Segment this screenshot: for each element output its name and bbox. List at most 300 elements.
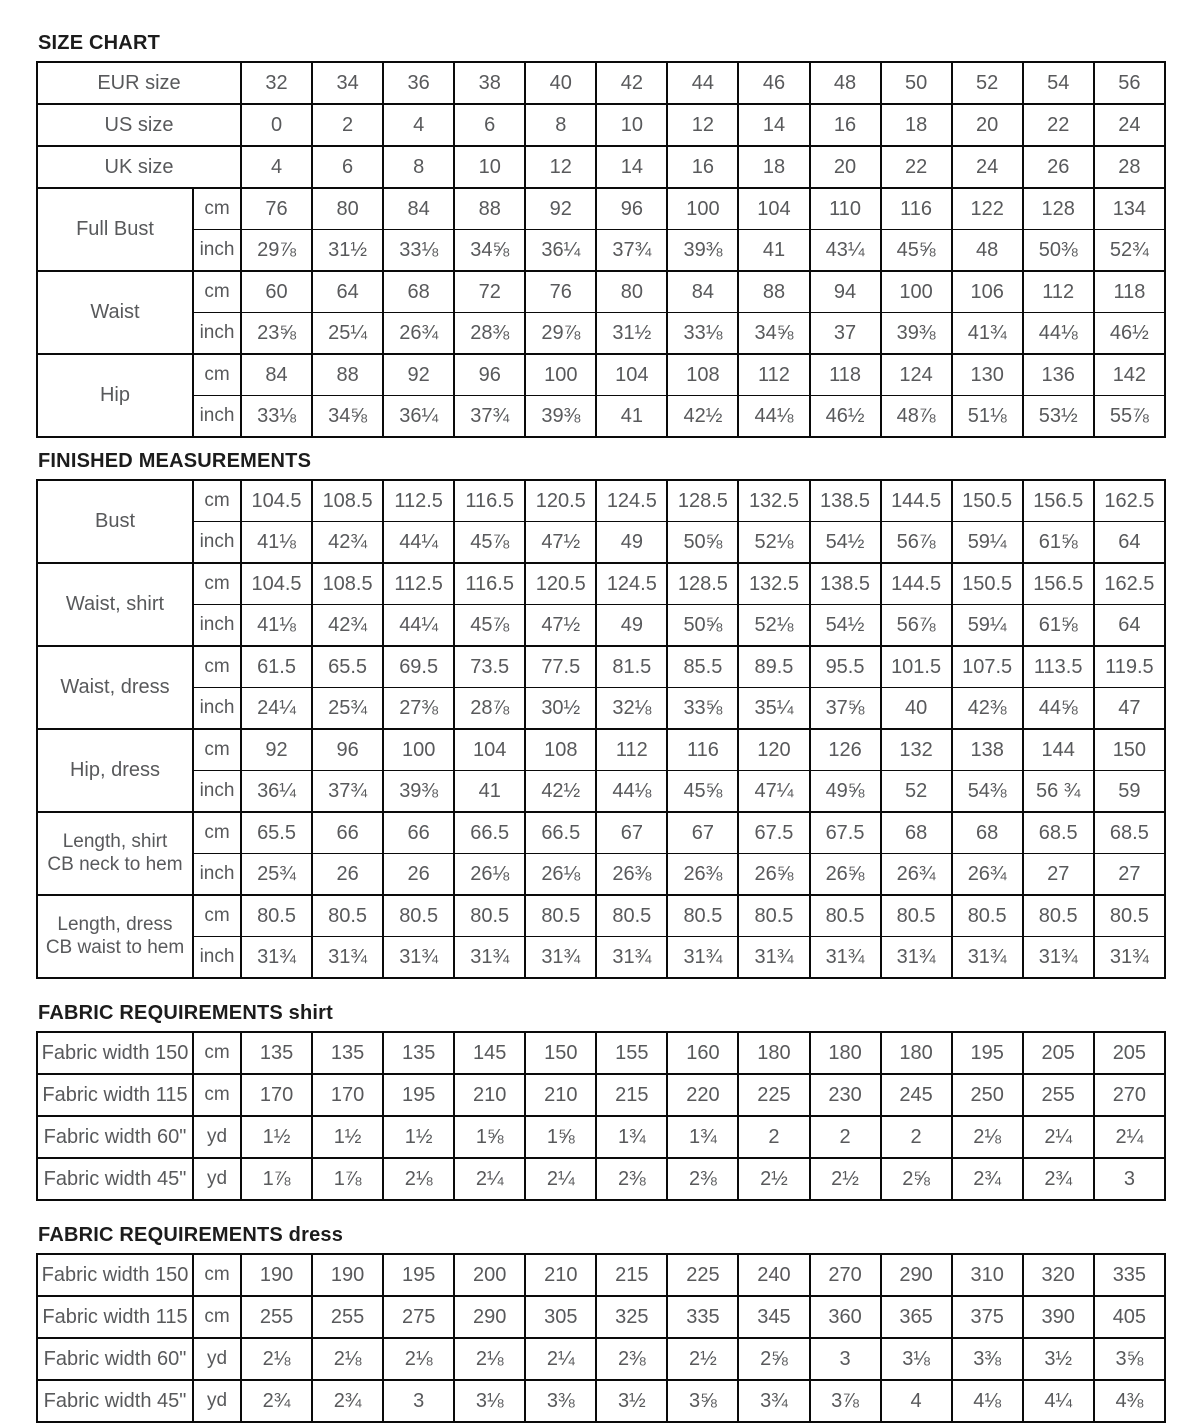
value-cell: 2 xyxy=(881,1116,952,1158)
unit-label: inch xyxy=(193,688,241,730)
value-cell: 100 xyxy=(881,271,952,313)
value-cell: 25¼ xyxy=(312,313,383,355)
value-cell: 67 xyxy=(667,812,738,854)
value-cell: 180 xyxy=(881,1032,952,1074)
value-cell: 290 xyxy=(454,1296,525,1338)
value-cell: 59 xyxy=(1094,771,1165,813)
value-cell: 162.5 xyxy=(1094,480,1165,522)
value-cell: 135 xyxy=(241,1032,312,1074)
value-cell: 54½ xyxy=(810,522,881,564)
value-cell: 31¾ xyxy=(810,937,881,979)
value-cell: 37¾ xyxy=(596,230,667,272)
value-cell: 255 xyxy=(312,1296,383,1338)
value-cell: 49 xyxy=(596,605,667,647)
section-title-fabric-requirements-shirt: FABRIC REQUIREMENTS shirt xyxy=(38,1002,334,1024)
value-cell: 73.5 xyxy=(454,646,525,688)
value-cell: 6 xyxy=(312,146,383,188)
value-cell: 107.5 xyxy=(952,646,1023,688)
value-cell: 55⅞ xyxy=(1094,396,1165,438)
value-cell: 1⅞ xyxy=(312,1158,383,1200)
value-cell: 36 xyxy=(383,62,454,104)
unit-label: cm xyxy=(193,271,241,313)
value-cell: 42¾ xyxy=(312,605,383,647)
value-cell: 24¼ xyxy=(241,688,312,730)
row-label xyxy=(37,188,193,271)
table-row xyxy=(37,688,1165,730)
value-cell: 28⅞ xyxy=(454,688,525,730)
value-cell: 390 xyxy=(1023,1296,1094,1338)
value-cell: 290 xyxy=(881,1254,952,1296)
unit-label: cm xyxy=(193,646,241,688)
value-cell: 41¾ xyxy=(952,313,1023,355)
value-cell: 47½ xyxy=(525,522,596,564)
value-cell: 122 xyxy=(952,188,1023,230)
value-cell: 2⅛ xyxy=(312,1338,383,1380)
value-cell: 50⅝ xyxy=(667,605,738,647)
value-cell: 160 xyxy=(667,1032,738,1074)
finished-measurements-table xyxy=(36,479,1166,979)
value-cell: 45⅞ xyxy=(454,605,525,647)
value-cell: 2⅜ xyxy=(667,1158,738,1200)
value-cell: 2⅛ xyxy=(383,1158,454,1200)
value-cell: 20 xyxy=(810,146,881,188)
row-label: UK size xyxy=(37,146,241,188)
value-cell: 36¼ xyxy=(241,771,312,813)
value-cell: 150.5 xyxy=(952,480,1023,522)
value-cell: 135 xyxy=(383,1032,454,1074)
value-cell: 68 xyxy=(881,812,952,854)
value-cell: 48 xyxy=(952,230,1023,272)
unit-label: cm xyxy=(193,895,241,937)
table-row xyxy=(37,313,1165,355)
value-cell: 52 xyxy=(881,771,952,813)
value-cell: 67.5 xyxy=(738,812,809,854)
value-cell: 2⅜ xyxy=(596,1158,667,1200)
value-cell: 195 xyxy=(383,1254,454,1296)
row-label: Fabric width 150 xyxy=(37,1254,193,1296)
row-label-line: Full Bust xyxy=(76,218,154,240)
row-label xyxy=(37,480,193,563)
value-cell: 46½ xyxy=(810,396,881,438)
value-cell: 26¾ xyxy=(881,854,952,896)
value-cell: 250 xyxy=(952,1074,1023,1116)
value-cell: 53½ xyxy=(1023,396,1094,438)
value-cell: 39⅜ xyxy=(525,396,596,438)
value-cell: 335 xyxy=(1094,1254,1165,1296)
value-cell: 31¾ xyxy=(1094,937,1165,979)
value-cell: 156.5 xyxy=(1023,480,1094,522)
value-cell: 195 xyxy=(952,1032,1023,1074)
row-label xyxy=(37,354,193,437)
value-cell: 52¾ xyxy=(1094,230,1165,272)
value-cell: 42⅜ xyxy=(952,688,1023,730)
value-cell: 112.5 xyxy=(383,480,454,522)
value-cell: 80.5 xyxy=(525,895,596,937)
value-cell: 56 ¾ xyxy=(1023,771,1094,813)
value-cell: 80.5 xyxy=(881,895,952,937)
value-cell: 54½ xyxy=(810,605,881,647)
value-cell: 52⅛ xyxy=(738,522,809,564)
value-cell: 66 xyxy=(383,812,454,854)
value-cell: 56 xyxy=(1094,62,1165,104)
value-cell: 80.5 xyxy=(1094,895,1165,937)
table-row xyxy=(37,271,1165,313)
value-cell: 255 xyxy=(1023,1074,1094,1116)
value-cell: 84 xyxy=(241,354,312,396)
value-cell: 2¾ xyxy=(1023,1158,1094,1200)
table-row xyxy=(37,522,1165,564)
value-cell: 135 xyxy=(312,1032,383,1074)
value-cell: 23⅝ xyxy=(241,313,312,355)
value-cell: 68 xyxy=(383,271,454,313)
value-cell: 31¾ xyxy=(525,937,596,979)
unit-label: inch xyxy=(193,522,241,564)
value-cell: 31¾ xyxy=(881,937,952,979)
value-cell: 104 xyxy=(454,729,525,771)
value-cell: 80.5 xyxy=(810,895,881,937)
value-cell: 310 xyxy=(952,1254,1023,1296)
unit-label: cm xyxy=(193,354,241,396)
row-label-line: Hip, dress xyxy=(69,759,161,781)
value-cell: 35¼ xyxy=(738,688,809,730)
table-row xyxy=(37,605,1165,647)
table-row xyxy=(37,480,1165,522)
value-cell: 26⅜ xyxy=(667,854,738,896)
value-cell: 80 xyxy=(596,271,667,313)
value-cell: 1½ xyxy=(383,1116,454,1158)
table-row xyxy=(37,854,1165,896)
value-cell: 80.5 xyxy=(667,895,738,937)
value-cell: 44⅛ xyxy=(596,771,667,813)
value-cell: 80.5 xyxy=(738,895,809,937)
value-cell: 92 xyxy=(241,729,312,771)
value-cell: 4 xyxy=(241,146,312,188)
value-cell: 80.5 xyxy=(1023,895,1094,937)
row-label-line: Waist, shirt xyxy=(65,593,165,615)
value-cell: 41⅛ xyxy=(241,605,312,647)
value-cell: 47½ xyxy=(525,605,596,647)
value-cell: 31¾ xyxy=(1023,937,1094,979)
value-cell: 195 xyxy=(383,1074,454,1116)
value-cell: 2¾ xyxy=(952,1158,1023,1200)
value-cell: 14 xyxy=(596,146,667,188)
value-cell: 150 xyxy=(1094,729,1165,771)
value-cell: 335 xyxy=(667,1296,738,1338)
value-cell: 41⅛ xyxy=(241,522,312,564)
value-cell: 22 xyxy=(1023,104,1094,146)
value-cell: 92 xyxy=(525,188,596,230)
value-cell: 80.5 xyxy=(952,895,1023,937)
value-cell: 132.5 xyxy=(738,480,809,522)
value-cell: 4¼ xyxy=(1023,1380,1094,1422)
unit-label: yd xyxy=(193,1116,241,1158)
value-cell: 112.5 xyxy=(383,563,454,605)
value-cell: 41 xyxy=(596,396,667,438)
value-cell: 88 xyxy=(738,271,809,313)
unit-label: cm xyxy=(193,188,241,230)
value-cell: 210 xyxy=(525,1074,596,1116)
value-cell: 4 xyxy=(881,1380,952,1422)
row-label: Fabric width 115 xyxy=(37,1074,193,1116)
value-cell: 2½ xyxy=(667,1338,738,1380)
value-cell: 155 xyxy=(596,1032,667,1074)
value-cell: 88 xyxy=(312,354,383,396)
value-cell: 150 xyxy=(525,1032,596,1074)
row-label-line: Hip xyxy=(99,384,130,406)
section-title-size-chart: SIZE CHART xyxy=(38,32,160,54)
value-cell: 8 xyxy=(525,104,596,146)
value-cell: 66.5 xyxy=(454,812,525,854)
value-cell: 2¼ xyxy=(525,1338,596,1380)
value-cell: 26¾ xyxy=(383,313,454,355)
value-cell: 1½ xyxy=(312,1116,383,1158)
value-cell: 34⅝ xyxy=(454,230,525,272)
value-cell: 325 xyxy=(596,1296,667,1338)
value-cell: 31¾ xyxy=(312,937,383,979)
value-cell: 42½ xyxy=(525,771,596,813)
row-label-line: Waist xyxy=(90,301,140,323)
value-cell: 61.5 xyxy=(241,646,312,688)
value-cell: 230 xyxy=(810,1074,881,1116)
value-cell: 50⅝ xyxy=(667,522,738,564)
unit-label: inch xyxy=(193,937,241,979)
value-cell: 2½ xyxy=(738,1158,809,1200)
row-label xyxy=(37,895,193,978)
value-cell: 41 xyxy=(454,771,525,813)
value-cell: 76 xyxy=(241,188,312,230)
value-cell: 45⅝ xyxy=(881,230,952,272)
value-cell: 40 xyxy=(881,688,952,730)
value-cell: 80.5 xyxy=(241,895,312,937)
value-cell: 65.5 xyxy=(312,646,383,688)
value-cell: 26⅛ xyxy=(454,854,525,896)
value-cell: 1⅝ xyxy=(525,1116,596,1158)
value-cell: 66 xyxy=(312,812,383,854)
value-cell: 2¼ xyxy=(454,1158,525,1200)
table-row xyxy=(37,563,1165,605)
value-cell: 10 xyxy=(596,104,667,146)
unit-label: yd xyxy=(193,1338,241,1380)
value-cell: 104.5 xyxy=(241,480,312,522)
table-row xyxy=(37,1380,1165,1422)
value-cell: 10 xyxy=(454,146,525,188)
value-cell: 150.5 xyxy=(952,563,1023,605)
value-cell: 67 xyxy=(596,812,667,854)
table-row xyxy=(37,1254,1165,1296)
value-cell: 2 xyxy=(810,1116,881,1158)
value-cell: 40 xyxy=(525,62,596,104)
value-cell: 30½ xyxy=(525,688,596,730)
value-cell: 92 xyxy=(383,354,454,396)
value-cell: 200 xyxy=(454,1254,525,1296)
value-cell: 2¼ xyxy=(1023,1116,1094,1158)
table-row xyxy=(37,188,1165,230)
value-cell: 72 xyxy=(454,271,525,313)
value-cell: 1¾ xyxy=(596,1116,667,1158)
value-cell: 76 xyxy=(525,271,596,313)
value-cell: 33⅛ xyxy=(667,313,738,355)
value-cell: 68.5 xyxy=(1023,812,1094,854)
value-cell: 1¾ xyxy=(667,1116,738,1158)
row-label-line: CB neck to hem xyxy=(47,853,183,875)
table-row xyxy=(37,1296,1165,1338)
value-cell: 360 xyxy=(810,1296,881,1338)
value-cell: 275 xyxy=(383,1296,454,1338)
value-cell: 112 xyxy=(738,354,809,396)
value-cell: 64 xyxy=(1094,605,1165,647)
value-cell: 29⅞ xyxy=(525,313,596,355)
value-cell: 3 xyxy=(383,1380,454,1422)
value-cell: 31¾ xyxy=(667,937,738,979)
value-cell: 104.5 xyxy=(241,563,312,605)
value-cell: 132.5 xyxy=(738,563,809,605)
value-cell: 2⅛ xyxy=(241,1338,312,1380)
value-cell: 104 xyxy=(738,188,809,230)
value-cell: 4⅛ xyxy=(952,1380,1023,1422)
value-cell: 225 xyxy=(738,1074,809,1116)
value-cell: 3⅞ xyxy=(810,1380,881,1422)
value-cell: 3⅝ xyxy=(667,1380,738,1422)
value-cell: 84 xyxy=(383,188,454,230)
value-cell: 3⅜ xyxy=(525,1380,596,1422)
value-cell: 44¼ xyxy=(383,605,454,647)
value-cell: 116.5 xyxy=(454,480,525,522)
section-title-fabric-requirements-dress: FABRIC REQUIREMENTS dress xyxy=(38,1224,344,1246)
value-cell: 60 xyxy=(241,271,312,313)
row-label: Fabric width 150 xyxy=(37,1032,193,1074)
value-cell: 48⅞ xyxy=(881,396,952,438)
value-cell: 27 xyxy=(1094,854,1165,896)
table-row xyxy=(37,396,1165,438)
value-cell: 365 xyxy=(881,1296,952,1338)
value-cell: 33⅛ xyxy=(241,396,312,438)
value-cell: 96 xyxy=(312,729,383,771)
value-cell: 24 xyxy=(952,146,1023,188)
value-cell: 138.5 xyxy=(810,480,881,522)
unit-label: cm xyxy=(193,1254,241,1296)
value-cell: 128.5 xyxy=(667,563,738,605)
unit-label: cm xyxy=(193,812,241,854)
unit-label: inch xyxy=(193,605,241,647)
value-cell: 2⅛ xyxy=(383,1338,454,1380)
row-label-line: Bust xyxy=(94,510,136,532)
size-chart-table xyxy=(36,61,1166,438)
row-label: Fabric width 45" xyxy=(37,1158,193,1200)
value-cell: 44⅛ xyxy=(738,396,809,438)
value-cell: 104 xyxy=(596,354,667,396)
value-cell: 18 xyxy=(738,146,809,188)
value-cell: 34⅝ xyxy=(312,396,383,438)
value-cell: 46½ xyxy=(1094,313,1165,355)
value-cell: 2⅜ xyxy=(596,1338,667,1380)
value-cell: 20 xyxy=(952,104,1023,146)
value-cell: 240 xyxy=(738,1254,809,1296)
value-cell: 2⅛ xyxy=(454,1338,525,1380)
value-cell: 0 xyxy=(241,104,312,146)
value-cell: 270 xyxy=(810,1254,881,1296)
value-cell: 48 xyxy=(810,62,881,104)
value-cell: 67.5 xyxy=(810,812,881,854)
value-cell: 12 xyxy=(525,146,596,188)
value-cell: 101.5 xyxy=(881,646,952,688)
value-cell: 31¾ xyxy=(241,937,312,979)
value-cell: 112 xyxy=(596,729,667,771)
value-cell: 52 xyxy=(952,62,1023,104)
value-cell: 108 xyxy=(525,729,596,771)
value-cell: 96 xyxy=(454,354,525,396)
value-cell: 33⅝ xyxy=(667,688,738,730)
value-cell: 118 xyxy=(1094,271,1165,313)
value-cell: 69.5 xyxy=(383,646,454,688)
value-cell: 220 xyxy=(667,1074,738,1116)
value-cell: 2¼ xyxy=(1094,1116,1165,1158)
value-cell: 6 xyxy=(454,104,525,146)
value-cell: 31¾ xyxy=(738,937,809,979)
value-cell: 27 xyxy=(1023,854,1094,896)
value-cell: 42 xyxy=(596,62,667,104)
value-cell: 170 xyxy=(241,1074,312,1116)
value-cell: 3½ xyxy=(596,1380,667,1422)
row-label-line: Length, shirt xyxy=(62,831,168,853)
value-cell: 61⅝ xyxy=(1023,605,1094,647)
value-cell: 255 xyxy=(241,1296,312,1338)
value-cell: 1½ xyxy=(241,1116,312,1158)
table-row xyxy=(37,1116,1165,1158)
value-cell: 225 xyxy=(667,1254,738,1296)
value-cell: 44⅛ xyxy=(1023,313,1094,355)
value-cell: 3⅜ xyxy=(952,1338,1023,1380)
value-cell: 2¾ xyxy=(241,1380,312,1422)
value-cell: 89.5 xyxy=(738,646,809,688)
value-cell: 84 xyxy=(667,271,738,313)
value-cell: 31¾ xyxy=(596,937,667,979)
value-cell: 112 xyxy=(1023,271,1094,313)
value-cell: 116 xyxy=(667,729,738,771)
value-cell: 39⅜ xyxy=(667,230,738,272)
table-row xyxy=(37,62,1165,104)
row-label: Fabric width 45" xyxy=(37,1380,193,1422)
value-cell: 14 xyxy=(738,104,809,146)
value-cell: 120.5 xyxy=(525,480,596,522)
value-cell: 3¾ xyxy=(738,1380,809,1422)
row-label xyxy=(37,563,193,646)
value-cell: 116.5 xyxy=(454,563,525,605)
unit-label: cm xyxy=(193,480,241,522)
value-cell: 34⅝ xyxy=(738,313,809,355)
value-cell: 2⅝ xyxy=(738,1338,809,1380)
value-cell: 61⅝ xyxy=(1023,522,1094,564)
value-cell: 210 xyxy=(525,1254,596,1296)
value-cell: 39⅜ xyxy=(881,313,952,355)
row-label-line: Waist, dress xyxy=(60,676,170,698)
unit-label: inch xyxy=(193,313,241,355)
value-cell: 31¾ xyxy=(454,937,525,979)
value-cell: 2 xyxy=(312,104,383,146)
value-cell: 106 xyxy=(952,271,1023,313)
value-cell: 44⅝ xyxy=(1023,688,1094,730)
value-cell: 3⅝ xyxy=(1094,1338,1165,1380)
value-cell: 205 xyxy=(1023,1032,1094,1074)
value-cell: 132 xyxy=(881,729,952,771)
row-label-line: CB waist to hem xyxy=(45,936,185,958)
value-cell: 56⅞ xyxy=(881,522,952,564)
value-cell: 80.5 xyxy=(596,895,667,937)
value-cell: 26⅜ xyxy=(596,854,667,896)
value-cell: 50 xyxy=(881,62,952,104)
table-row xyxy=(37,230,1165,272)
value-cell: 37¾ xyxy=(454,396,525,438)
value-cell: 26 xyxy=(1023,146,1094,188)
